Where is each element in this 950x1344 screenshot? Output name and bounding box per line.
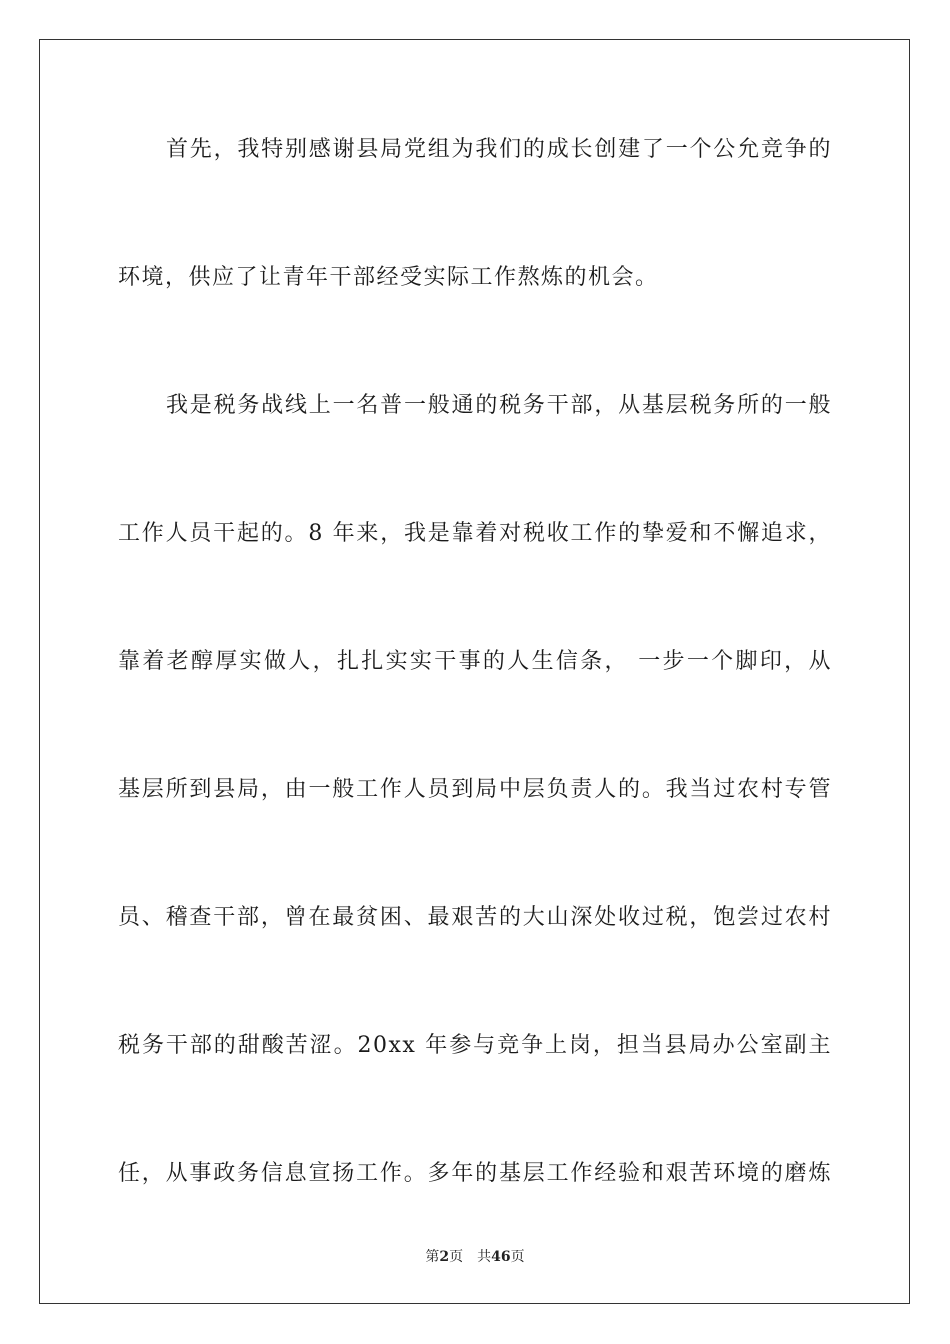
page-number: 2	[439, 1249, 450, 1265]
paragraph-2-line-3: 靠着老醇厚实做人，扎扎实实干事的人生信条， 一步一个脚印，从	[118, 649, 832, 674]
page-unit: 页	[449, 1249, 464, 1265]
paragraph-1-line-2: 环境，供应了让青年干部经受实际工作熬炼的机会。	[118, 265, 659, 290]
page-total: 46	[491, 1249, 511, 1265]
page-footer	[0, 1248, 950, 1266]
total-prefix: 共	[477, 1249, 492, 1265]
paragraph-2-line-1: 我是税务战线上一名普一般通的税务干部，从基层税务所的一般	[166, 393, 832, 418]
page-prefix: 第	[425, 1249, 440, 1265]
paragraph-2-line-4: 基层所到县局，由一般工作人员到局中层负责人的。我当过农村专管	[118, 777, 832, 802]
paragraph-2-line-5: 员、稽查干部，曾在最贫困、最艰苦的大山深处收过税，饱尝过农村	[118, 905, 832, 930]
total-unit: 页	[510, 1249, 525, 1265]
paragraph-2-line-6: 税务干部的甜酸苦涩。20xx 年参与竞争上岗，担当县局办公室副主	[118, 1033, 832, 1058]
paragraph-2-line-7: 任，从事政务信息宣扬工作。多年的基层工作经验和艰苦环境的磨炼	[118, 1161, 832, 1186]
paragraph-2-line-2: 工作人员干起的。8 年来，我是靠着对税收工作的挚爱和不懈追求，	[118, 521, 832, 546]
paragraph-1-line-1: 首先，我特别感谢县局党组为我们的成长创建了一个公允竞争的	[166, 137, 832, 162]
